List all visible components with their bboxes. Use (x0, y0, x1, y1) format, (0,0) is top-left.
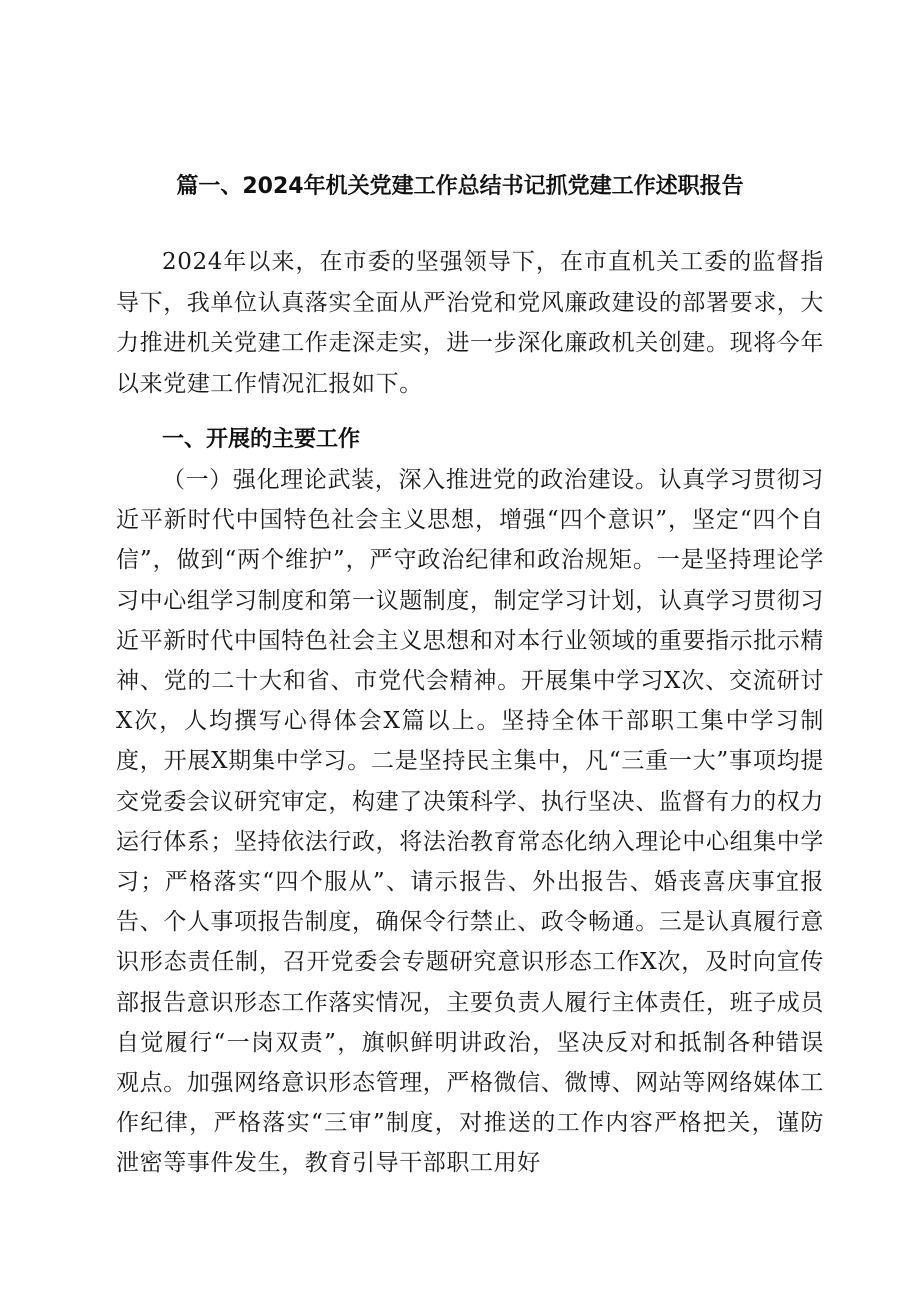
section1-paragraph: （一）强化理论武装，深入推进党的政治建设。认真学习贯彻习近平新时代中国特色社会主义思想，增强“四个意识”，坚定“四个自信”，做到“两个维护”，严守政治纪律和政治规矩。一是坚持理论学习中心组学习制度和第一议题制度，制定学习计划，认真学习贯彻习近平新时代中国特色社会主义思想和对本行业领域的重要指示批示精神、党的二十大和省、市党代会精神。开展集中学习X次、交流研讨X次，人均撰写心得体会X篇以上。坚持全体干部职工集中学习制度，开展X期集中学习。二是坚持民主集中，凡“三重一大”事项均提交党委会议研究审定，构建了决策科学、执行坚决、监督有力的权力运行体系；坚持依法行政，将法治教育常态化纳入理论中心组集中学习；严格落实“四个服从”、请示报告、外出报告、婚丧喜庆事宜报告、个人事项报告制度，确保令行禁止、政令畅通。三是认真履行意识形态责任制，召开党委会专题研究意识形态工作X次，及时向宣传部报告意识形态工作落实情况，主要负责人履行主体责任，班子成员自觉履行“一岗双责”，旗帜鲜明讲政治，坚决反对和抵制各种错误观点。加强网络意识形态管理，严格微信、微博、网站等网络媒体工作纪律，严格落实“三审”制度，对推送的工作内容严格把关，谨防泄密等事件发生，教育引导干部职工用好 (116, 467, 824, 1177)
document-title: 篇一、2024年机关党建工作总结书记抓党建工作述职报告 (176, 173, 744, 199)
intro-paragraph: 2024年以来，在市委的坚强领导下，在市直机关工委的监督指导下，我单位认真落实全面从严治党和党风廉政建设的部署要求，大力推进机关党建工作走深走实，进一步深化廉政机关创建。现将今年以来党建工作情况汇报如下。 (116, 249, 824, 397)
section-heading: 一、开展的主要工作 (162, 427, 361, 452)
